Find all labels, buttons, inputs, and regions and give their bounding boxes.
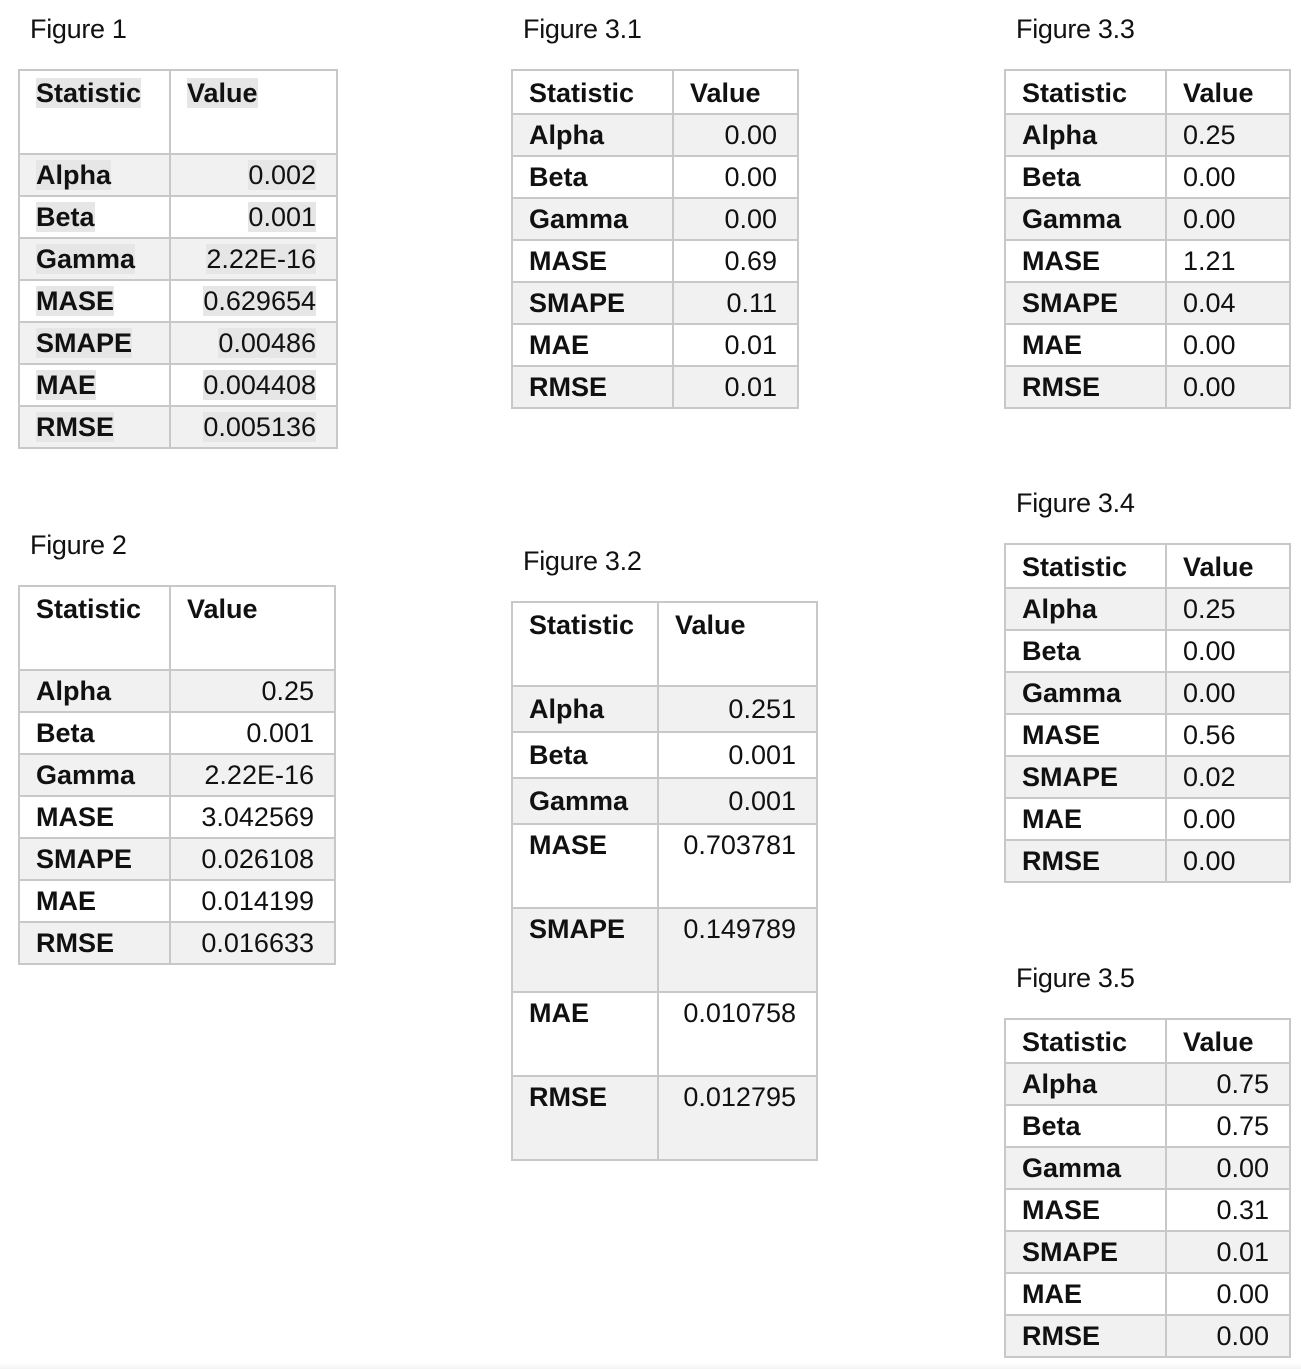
table-header-row [1005, 544, 1290, 588]
row-label: Beta [1005, 630, 1166, 672]
row-value: 0.149789 [658, 908, 817, 992]
header-value: Value [170, 586, 335, 670]
header-statistic: Statistic [1005, 70, 1166, 114]
figure-3-4-title: Figure 3.4 [1016, 488, 1135, 518]
table-row [512, 1076, 817, 1160]
table-row [1005, 366, 1290, 408]
row-label: MASE [36, 286, 115, 316]
row-value: 3.042569 [170, 796, 335, 838]
row-value: 2.22E-16 [206, 244, 316, 274]
table-header-row [512, 602, 817, 686]
row-label: Alpha [1005, 1063, 1166, 1105]
row-label: MAE [1005, 1273, 1166, 1315]
row-value: 0.001 [170, 712, 335, 754]
table-header-row [512, 70, 798, 114]
row-label: Alpha [1005, 588, 1166, 630]
table-row [1005, 1147, 1290, 1189]
row-value: 0.251 [658, 686, 817, 732]
header-statistic: Statistic [512, 70, 673, 114]
table-row [512, 114, 798, 156]
figure-1-title: Figure 1 [30, 14, 127, 44]
page-bottom-shade [0, 1363, 1301, 1369]
row-value: 0.00 [1166, 672, 1290, 714]
row-value: 0.25 [170, 670, 335, 712]
row-value: 0.629654 [203, 286, 316, 316]
row-value: 0.00486 [218, 328, 316, 358]
row-value: 0.00 [1166, 630, 1290, 672]
row-value: 0.00 [1166, 1147, 1290, 1189]
row-label: SMAPE [36, 328, 133, 358]
table-row [512, 732, 817, 778]
row-label: Gamma [512, 198, 673, 240]
row-label: SMAPE [1005, 282, 1166, 324]
row-value: 0.56 [1166, 714, 1290, 756]
row-label: RMSE [36, 412, 115, 442]
table-row [19, 670, 335, 712]
row-value: 0.016633 [170, 922, 335, 964]
table-row [512, 824, 817, 908]
row-label: MAE [512, 324, 673, 366]
row-label: Beta [1005, 1105, 1166, 1147]
row-label: RMSE [1005, 366, 1166, 408]
row-value: 0.01 [673, 324, 798, 366]
row-value: 0.00 [1166, 324, 1290, 366]
row-value: 0.69 [673, 240, 798, 282]
header-value: Value [658, 602, 817, 686]
table-row [1005, 588, 1290, 630]
row-label: Gamma [512, 778, 658, 824]
row-value: 2.22E-16 [170, 754, 335, 796]
row-label: SMAPE [1005, 1231, 1166, 1273]
table-header-row [1005, 1019, 1290, 1063]
table-row [1005, 114, 1290, 156]
row-value: 0.001 [248, 202, 316, 232]
row-label: Gamma [36, 244, 136, 274]
row-label: Beta [19, 712, 170, 754]
table-row [19, 280, 337, 322]
table-header-row [19, 586, 335, 670]
row-label: MASE [512, 824, 658, 908]
row-value: 0.002 [248, 160, 316, 190]
table-row [19, 922, 335, 964]
table-row [1005, 1063, 1290, 1105]
table-row [19, 322, 337, 364]
row-value: 0.04 [1166, 282, 1290, 324]
table-row [19, 154, 337, 196]
row-label: MAE [19, 880, 170, 922]
table-row [1005, 630, 1290, 672]
row-value: 0.014199 [170, 880, 335, 922]
figure-3-5-title: Figure 3.5 [1016, 963, 1135, 993]
row-label: MAE [36, 370, 96, 400]
table-row [1005, 756, 1290, 798]
table-row [1005, 1273, 1290, 1315]
header-statistic: Statistic [19, 586, 170, 670]
figure-3-2-title: Figure 3.2 [523, 546, 642, 576]
table-row [1005, 1315, 1290, 1357]
row-value: 0.02 [1166, 756, 1290, 798]
header-value: Value [1166, 1019, 1290, 1063]
row-value: 0.012795 [658, 1076, 817, 1160]
figure-3-3-title: Figure 3.3 [1016, 14, 1135, 44]
figure-3-1-table [511, 69, 799, 409]
table-row [1005, 1105, 1290, 1147]
row-label: Gamma [1005, 198, 1166, 240]
row-value: 0.026108 [170, 838, 335, 880]
header-value: Value [187, 78, 258, 108]
row-value: 0.00 [673, 114, 798, 156]
figure-3-5-table [1004, 1018, 1291, 1358]
row-label: Beta [1005, 156, 1166, 198]
row-value: 0.00 [1166, 840, 1290, 882]
table-row [19, 406, 337, 448]
row-label: Alpha [512, 686, 658, 732]
table-row [19, 712, 335, 754]
table-row [512, 240, 798, 282]
table-row [512, 366, 798, 408]
table-row [19, 796, 335, 838]
row-value: 0.75 [1166, 1063, 1290, 1105]
row-value: 0.75 [1166, 1105, 1290, 1147]
row-label: MAE [1005, 324, 1166, 366]
header-value: Value [673, 70, 798, 114]
table-row [512, 686, 817, 732]
row-label: Beta [36, 202, 95, 232]
row-value: 0.001 [658, 732, 817, 778]
row-label: SMAPE [512, 908, 658, 992]
row-label: RMSE [512, 1076, 658, 1160]
table-row [1005, 1189, 1290, 1231]
table-row [19, 754, 335, 796]
table-header-row [19, 70, 337, 154]
table-row [512, 324, 798, 366]
table-row [512, 282, 798, 324]
figure-3-2-table [511, 601, 818, 1161]
row-value: 0.00 [1166, 156, 1290, 198]
row-value: 0.703781 [658, 824, 817, 908]
row-value: 0.00 [1166, 798, 1290, 840]
row-label: MAE [1005, 798, 1166, 840]
row-label: Gamma [19, 754, 170, 796]
header-statistic: Statistic [1005, 544, 1166, 588]
header-statistic: Statistic [512, 602, 658, 686]
figure-3-3-table [1004, 69, 1291, 409]
row-label: Alpha [36, 160, 112, 190]
table-row [512, 992, 817, 1076]
row-value: 0.00 [673, 198, 798, 240]
row-label: Alpha [1005, 114, 1166, 156]
table-row [1005, 198, 1290, 240]
row-value: 0.25 [1166, 114, 1290, 156]
row-label: Alpha [512, 114, 673, 156]
table-row [1005, 798, 1290, 840]
row-label: Beta [512, 156, 673, 198]
table-row [512, 156, 798, 198]
row-value: 0.31 [1166, 1189, 1290, 1231]
table-row [1005, 282, 1290, 324]
figure-2-table [18, 585, 336, 965]
table-row [1005, 714, 1290, 756]
row-value: 0.001 [658, 778, 817, 824]
table-row [512, 908, 817, 992]
table-row [1005, 672, 1290, 714]
row-label: MAE [512, 992, 658, 1076]
row-value: 0.00 [1166, 1315, 1290, 1357]
figure-3-1-title: Figure 3.1 [523, 14, 642, 44]
table-row [1005, 240, 1290, 282]
row-label: MASE [1005, 714, 1166, 756]
table-row [19, 364, 337, 406]
row-label: SMAPE [512, 282, 673, 324]
row-value: 0.00 [1166, 1273, 1290, 1315]
table-row [19, 196, 337, 238]
table-row [19, 838, 335, 880]
table-row [1005, 1231, 1290, 1273]
row-label: RMSE [1005, 1315, 1166, 1357]
row-value: 0.00 [673, 156, 798, 198]
table-row [19, 238, 337, 280]
figure-3-4-table [1004, 543, 1291, 883]
row-label: Gamma [1005, 672, 1166, 714]
row-value: 0.004408 [203, 370, 316, 400]
figure-1-table [18, 69, 338, 449]
row-label: MASE [1005, 1189, 1166, 1231]
table-row [1005, 156, 1290, 198]
table-row [1005, 840, 1290, 882]
row-label: MASE [19, 796, 170, 838]
row-label: Gamma [1005, 1147, 1166, 1189]
row-label: MASE [1005, 240, 1166, 282]
row-label: MASE [512, 240, 673, 282]
row-value: 0.01 [673, 366, 798, 408]
row-label: RMSE [19, 922, 170, 964]
header-value: Value [1166, 70, 1290, 114]
row-label: RMSE [512, 366, 673, 408]
header-statistic: Statistic [1005, 1019, 1166, 1063]
table-row [512, 778, 817, 824]
row-value: 0.01 [1166, 1231, 1290, 1273]
header-value: Value [1166, 544, 1290, 588]
row-value: 0.010758 [658, 992, 817, 1076]
row-label: RMSE [1005, 840, 1166, 882]
row-label: Alpha [19, 670, 170, 712]
table-row [1005, 324, 1290, 366]
row-value: 0.005136 [203, 412, 316, 442]
row-value: 0.25 [1166, 588, 1290, 630]
table-row [19, 880, 335, 922]
table-header-row [1005, 70, 1290, 114]
row-label: SMAPE [1005, 756, 1166, 798]
table-row [512, 198, 798, 240]
header-statistic: Statistic [36, 78, 142, 108]
row-label: Beta [512, 732, 658, 778]
row-value: 0.00 [1166, 366, 1290, 408]
row-label: SMAPE [19, 838, 170, 880]
row-value: 1.21 [1166, 240, 1290, 282]
figure-2-title: Figure 2 [30, 530, 127, 560]
row-value: 0.11 [673, 282, 798, 324]
row-value: 0.00 [1166, 198, 1290, 240]
